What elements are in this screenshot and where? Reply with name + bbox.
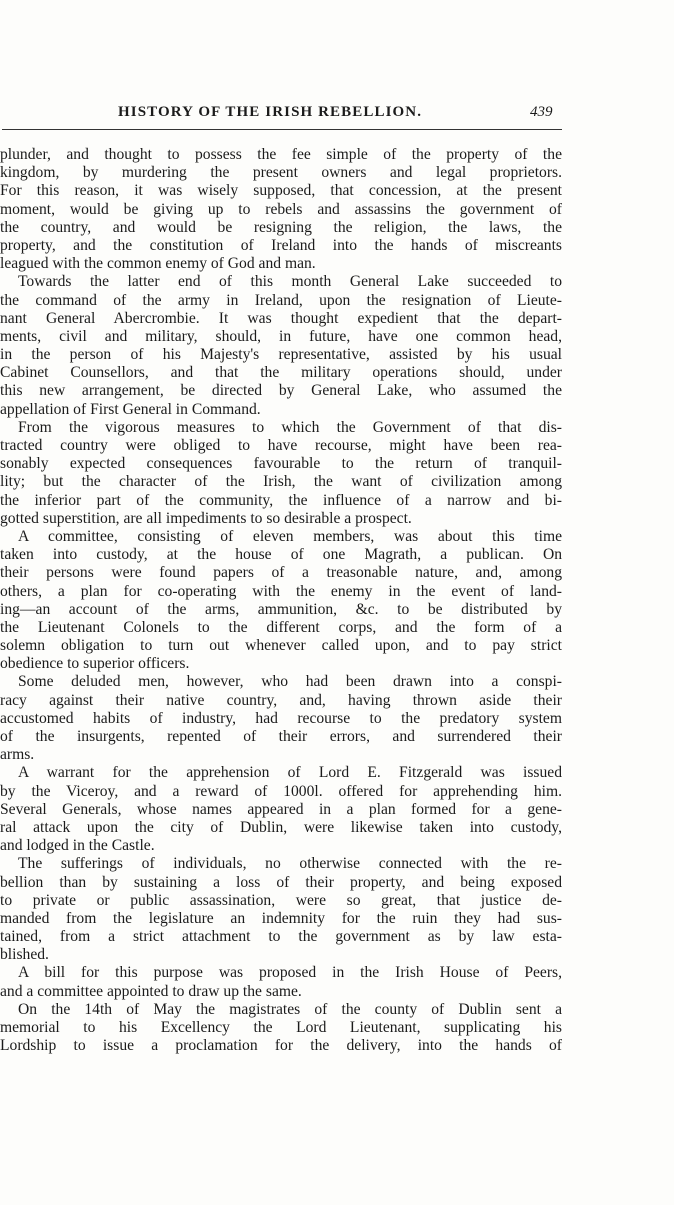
text-line: From the vigorous measures to which the Government of that dis- [18, 418, 562, 436]
text-line: lity; but the character of the Irish, the want of civilization among [0, 473, 562, 491]
text-line: racy against their native country, and, having thrown aside their [0, 691, 562, 709]
text-line: Towards the latter end of this month General Lake succeeded to [18, 273, 562, 291]
text-line: kingdom, by murdering the present owners and legal proprietors. [0, 164, 562, 182]
text-line: A warrant for the apprehension of Lord E. Fitzgerald was issued [18, 764, 562, 782]
text-line: leagued with the common enemy of God and man. [0, 255, 316, 273]
text-line: A committee, consisting of eleven members, was about this time [18, 527, 562, 545]
text-line: the Lieutenant Colonels to the different corps, and the form of a [0, 618, 562, 636]
text-line: accustomed habits of industry, had recourse to the predatory system [0, 709, 562, 727]
text-line: their persons were found papers of a treasonable nature, and, among [0, 564, 562, 582]
running-title: HISTORY OF THE IRISH REBELLION. [118, 104, 423, 120]
text-line: memorial to his Excellency the Lord Lieutenant, supplicating his [0, 1019, 562, 1036]
text-line: solemn obligation to turn out whenever called upon, and to pay strict [0, 637, 562, 655]
text-line: of the insurgents, repented of their errors, and surrendered their [0, 728, 562, 745]
text-line: the country, and would be resigning the religion, the laws, the [0, 218, 562, 236]
text-line: the command of the army in Ireland, upon the resignation of Lieute- [0, 291, 562, 309]
text-line: ing—an account of the arms, ammunition, &c. to be distributed by [0, 600, 562, 618]
text-line: by the Viceroy, and a reward of 1000l. offered for apprehending him. [0, 782, 562, 800]
text-line: sonably expected consequences favourable to the return of tranquil- [0, 455, 562, 473]
text-line: Some deluded men, however, who had been drawn into a conspi- [18, 673, 562, 691]
text-line: tracted country were obliged to have recourse, might have been rea- [0, 437, 562, 454]
text-line: obedience to superior officers. [0, 655, 190, 673]
text-line: this new arrangement, be directed by General Lake, who assumed the [0, 382, 562, 400]
text-line: arms. [0, 746, 35, 764]
text-line: moment, would be giving up to rebels and assassins the government of [0, 200, 562, 218]
text-line: plunder, and thought to possess the fee simple of the property of the [0, 146, 562, 163]
text-line: property, and the constitution of Ireland into the hands of miscreants [0, 236, 562, 254]
text-line: blished. [0, 946, 49, 964]
body-text [0, 146, 562, 1055]
text-line: gotted superstition, are all impediments to so desirable a prospect. [0, 509, 412, 527]
text-line: ments, civil and military, should, in future, have one common head, [0, 327, 562, 345]
text-line: Several Generals, whose names appeared in a plan formed for a gene- [0, 800, 562, 818]
text-line: the inferior part of the community, the influence of a narrow and bi- [0, 491, 562, 509]
text-line: others, a plan for co-operating with the enemy in the event of land- [0, 582, 562, 600]
text-line: A bill for this purpose was proposed in the Irish House of Peers, [18, 964, 562, 982]
text-line: ral attack upon the city of Dublin, were likewise taken into custody, [0, 818, 562, 836]
page-number: 439 [530, 104, 553, 120]
text-line: to private or public assassination, were so great, that justice de- [0, 891, 562, 909]
text-line: in the person of his Majesty's representative, assisted by his usual [0, 346, 562, 364]
text-line: and a committee appointed to draw up the same. [0, 982, 302, 1000]
text-line: Lordship to issue a proclamation for the delivery, into the hands of [0, 1037, 562, 1055]
text-line: The sufferings of individuals, no otherwise connected with the re- [18, 855, 562, 873]
text-line: appellation of First General in Command. [0, 400, 261, 418]
text-line: For this reason, it was wisely supposed, that concession, at the present [0, 182, 562, 200]
text-line: Cabinet Counsellors, and that the military operations should, under [0, 364, 562, 382]
header-rule [2, 129, 562, 130]
text-line: bellion than by sustaining a loss of their property, and being exposed [0, 873, 562, 891]
text-line: nant General Abercrombie. It was thought expedient that the depart- [0, 309, 562, 327]
text-line: On the 14th of May the magistrates of the county of Dublin sent a [18, 1000, 562, 1018]
page-header [0, 104, 674, 128]
text-line: and lodged in the Castle. [0, 837, 155, 855]
text-line: manded from the legislature an indemnity for the ruin they had sus- [0, 909, 562, 927]
text-line: taken into custody, at the house of one Magrath, a publican. On [0, 546, 562, 564]
text-line: tained, from a strict attachment to the government as by law esta- [0, 928, 562, 946]
